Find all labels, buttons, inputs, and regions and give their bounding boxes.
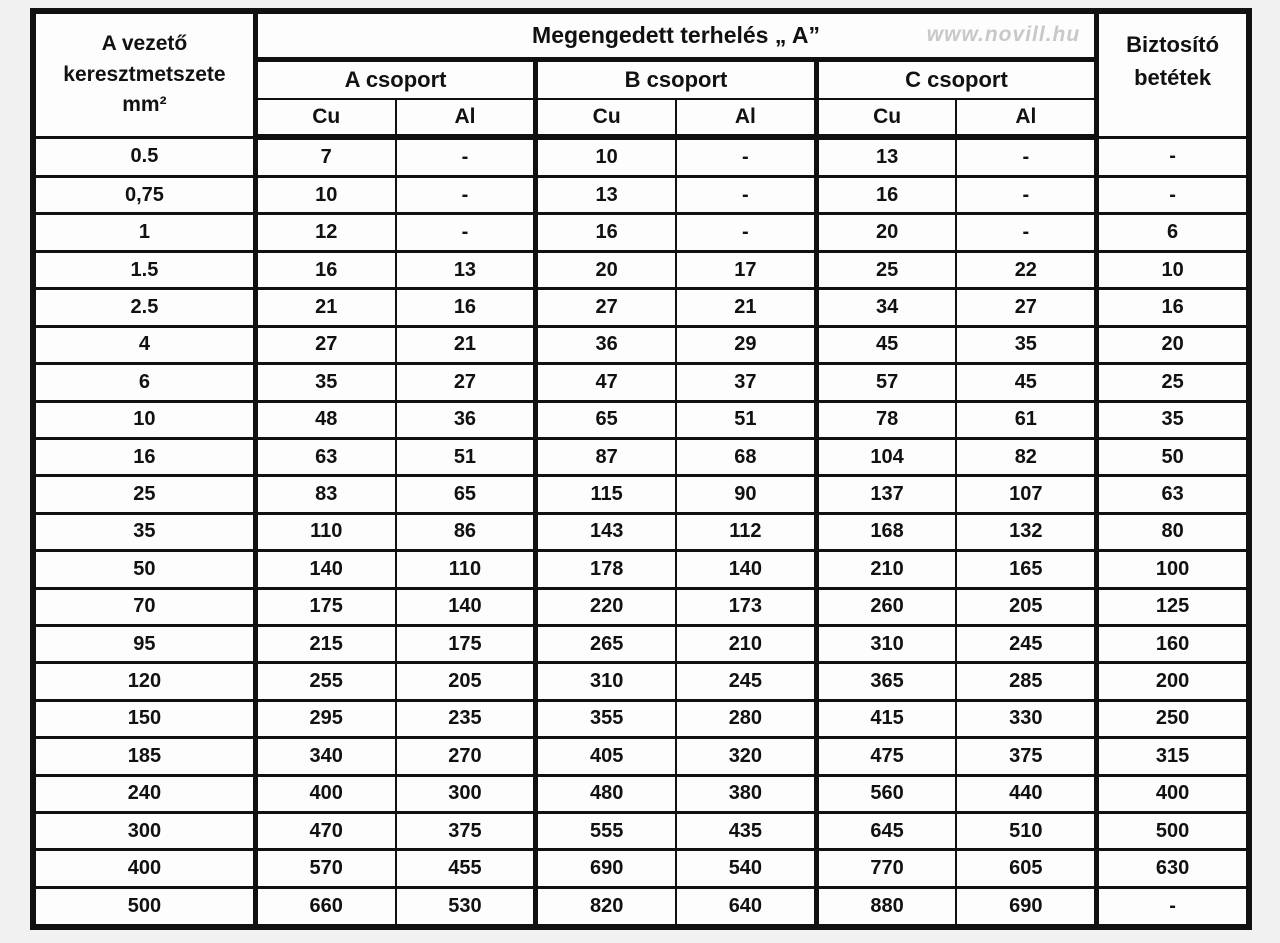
cell-group-c-cu: 560 [816,775,956,812]
cell-group-c-al: 22 [956,251,1096,288]
cell-group-c-cu: 104 [816,438,956,475]
cell-group-b-cu: 178 [536,551,676,588]
table-row [33,289,1249,326]
cell-group-a-al: 27 [396,364,536,401]
cell-group-a-al: 455 [396,850,536,887]
cell-group-c-cu: 475 [816,738,956,775]
cell-group-b-al: 380 [676,775,816,812]
table-row [33,214,1249,251]
cell-group-a-cu: 175 [255,588,395,625]
cell-group-c-cu: 415 [816,700,956,737]
table-row [33,177,1249,214]
cross-section-header [33,11,255,137]
table-body [33,137,1249,927]
cell-group-c-cu: 365 [816,663,956,700]
cell-fuse: 35 [1097,401,1249,438]
cell-cross-section: 10 [33,401,255,438]
cell-group-a-cu: 10 [255,177,395,214]
cell-cross-section: 0,75 [33,177,255,214]
load-capacity-table [30,8,1252,930]
cell-cross-section: 300 [33,812,255,849]
cell-fuse: 63 [1097,476,1249,513]
cell-group-a-al: 175 [396,625,536,662]
cell-group-c-cu: 57 [816,364,956,401]
cell-group-b-al: 21 [676,289,816,326]
cell-group-a-cu: 16 [255,251,395,288]
cell-group-a-cu: 340 [255,738,395,775]
cell-group-b-cu: 10 [536,137,676,177]
cell-group-c-al: 440 [956,775,1096,812]
cell-group-b-cu: 355 [536,700,676,737]
cell-group-c-al: 165 [956,551,1096,588]
cell-group-a-al: - [396,137,536,177]
cell-cross-section: 4 [33,326,255,363]
cell-group-b-cu: 820 [536,887,676,927]
cell-group-c-cu: 45 [816,326,956,363]
cell-group-b-cu: 405 [536,738,676,775]
table-row [33,700,1249,737]
cell-group-b-cu: 16 [536,214,676,251]
cell-group-a-al: - [396,214,536,251]
cell-group-a-cu: 470 [255,812,395,849]
cell-group-c-cu: 78 [816,401,956,438]
cell-group-c-cu: 770 [816,850,956,887]
cell-fuse: 125 [1097,588,1249,625]
table-row [33,625,1249,662]
cell-group-a-al: 16 [396,289,536,326]
cell-group-a-cu: 295 [255,700,395,737]
cell-group-b-al: - [676,177,816,214]
cell-group-b-cu: 87 [536,438,676,475]
cell-group-c-al: 510 [956,812,1096,849]
cell-group-c-cu: 210 [816,551,956,588]
header-row-title [33,11,1249,59]
cell-group-b-cu: 480 [536,775,676,812]
cross-section-line3: mm² [122,92,167,116]
cell-fuse: 80 [1097,513,1249,550]
cell-group-a-al: 21 [396,326,536,363]
cell-group-c-al: 35 [956,326,1096,363]
cell-group-a-cu: 21 [255,289,395,326]
cell-cross-section: 0.5 [33,137,255,177]
cell-group-c-cu: 260 [816,588,956,625]
cell-group-c-cu: 310 [816,625,956,662]
cell-group-a-cu: 140 [255,551,395,588]
cell-fuse: 6 [1097,214,1249,251]
cell-cross-section: 120 [33,663,255,700]
group-a-header: A csoport [255,59,535,99]
cell-group-a-cu: 63 [255,438,395,475]
cell-group-a-al: 235 [396,700,536,737]
cell-group-c-cu: 168 [816,513,956,550]
cell-group-b-cu: 310 [536,663,676,700]
table-row [33,775,1249,812]
cell-fuse: 630 [1097,850,1249,887]
cell-group-a-cu: 110 [255,513,395,550]
table-row [33,137,1249,177]
cell-fuse: 16 [1097,289,1249,326]
cell-cross-section: 35 [33,513,255,550]
cell-fuse: 400 [1097,775,1249,812]
cell-group-b-al: 280 [676,700,816,737]
table-row [33,663,1249,700]
cell-group-c-cu: 34 [816,289,956,326]
cell-cross-section: 500 [33,887,255,927]
load-title: Megengedett terhelés „ A” [532,21,821,48]
cell-fuse: - [1097,137,1249,177]
cell-group-c-cu: 25 [816,251,956,288]
cell-group-a-cu: 570 [255,850,395,887]
cell-group-b-cu: 690 [536,850,676,887]
cross-section-line1: A vezető [101,32,188,56]
table-row [33,251,1249,288]
cell-fuse: 200 [1097,663,1249,700]
cell-group-c-al: - [956,137,1096,177]
cell-group-a-cu: 48 [255,401,395,438]
table-row [33,812,1249,849]
cell-cross-section: 70 [33,588,255,625]
fuse-line2: betétek [1134,65,1212,90]
group-b-cu-header: Cu [536,99,676,137]
cell-group-b-cu: 220 [536,588,676,625]
cell-fuse: 20 [1097,326,1249,363]
cell-cross-section: 185 [33,738,255,775]
cell-group-b-al: 173 [676,588,816,625]
cross-section-line2: keresztmetszete [63,62,226,86]
cell-group-a-cu: 27 [255,326,395,363]
cell-group-a-cu: 215 [255,625,395,662]
cell-group-b-al: 640 [676,887,816,927]
cell-group-a-al: 13 [396,251,536,288]
cell-group-c-al: 132 [956,513,1096,550]
cell-group-b-al: 320 [676,738,816,775]
cell-group-b-al: 51 [676,401,816,438]
cell-group-a-cu: 83 [255,476,395,513]
cell-group-b-al: 37 [676,364,816,401]
table-row [33,738,1249,775]
cell-group-a-al: 110 [396,551,536,588]
cell-cross-section: 400 [33,850,255,887]
cell-group-c-cu: 880 [816,887,956,927]
cell-group-a-cu: 35 [255,364,395,401]
cell-group-b-al: 90 [676,476,816,513]
cell-fuse: 250 [1097,700,1249,737]
cell-group-a-al: 65 [396,476,536,513]
cell-group-b-al: 29 [676,326,816,363]
cell-group-b-al: 68 [676,438,816,475]
cell-group-c-cu: 13 [816,137,956,177]
group-c-cu-header: Cu [816,99,956,137]
cell-group-b-cu: 36 [536,326,676,363]
cell-cross-section: 2.5 [33,289,255,326]
cell-group-b-cu: 27 [536,289,676,326]
load-title-header [255,11,1096,59]
cell-cross-section: 6 [33,364,255,401]
table-row [33,326,1249,363]
fuse-header [1097,11,1249,137]
fuse-line1: Biztosító [1126,32,1220,57]
cell-group-b-al: 140 [676,551,816,588]
table-row [33,588,1249,625]
cell-group-b-cu: 115 [536,476,676,513]
group-a-cu-header: Cu [255,99,395,137]
cell-group-c-al: - [956,177,1096,214]
table-row [33,401,1249,438]
cell-group-a-cu: 660 [255,887,395,927]
cell-group-b-cu: 265 [536,625,676,662]
table-row [33,364,1249,401]
cell-cross-section: 16 [33,438,255,475]
cell-group-b-cu: 13 [536,177,676,214]
cell-group-a-al: 530 [396,887,536,927]
cell-group-b-al: 245 [676,663,816,700]
cell-group-a-al: 300 [396,775,536,812]
group-c-header: C csoport [816,59,1096,99]
cell-group-a-al: 86 [396,513,536,550]
cell-fuse: 100 [1097,551,1249,588]
cell-fuse: 50 [1097,438,1249,475]
cell-group-a-al: 51 [396,438,536,475]
cell-group-c-al: 330 [956,700,1096,737]
cell-group-b-al: - [676,214,816,251]
cell-group-b-al: - [676,137,816,177]
cell-group-a-al: 375 [396,812,536,849]
group-c-al-header: Al [956,99,1096,137]
cell-group-c-al: 375 [956,738,1096,775]
cell-cross-section: 1.5 [33,251,255,288]
cell-group-c-al: 245 [956,625,1096,662]
table-row [33,476,1249,513]
table-row [33,887,1249,927]
cell-cross-section: 150 [33,700,255,737]
cell-group-a-al: - [396,177,536,214]
table-row [33,850,1249,887]
cell-group-c-cu: 137 [816,476,956,513]
cell-group-b-cu: 65 [536,401,676,438]
cell-group-a-cu: 400 [255,775,395,812]
cell-group-b-al: 435 [676,812,816,849]
cell-fuse: 315 [1097,738,1249,775]
cell-group-a-cu: 12 [255,214,395,251]
cell-group-b-al: 17 [676,251,816,288]
cell-group-a-al: 205 [396,663,536,700]
cell-group-b-cu: 47 [536,364,676,401]
cell-cross-section: 25 [33,476,255,513]
cell-group-a-al: 36 [396,401,536,438]
cell-fuse: 10 [1097,251,1249,288]
cell-group-a-al: 140 [396,588,536,625]
cell-group-c-al: 205 [956,588,1096,625]
cell-group-b-al: 540 [676,850,816,887]
cell-group-c-al: 45 [956,364,1096,401]
cell-fuse: 25 [1097,364,1249,401]
cell-fuse: - [1097,887,1249,927]
cell-group-a-al: 270 [396,738,536,775]
cell-cross-section: 95 [33,625,255,662]
cell-fuse: 160 [1097,625,1249,662]
cell-group-c-al: - [956,214,1096,251]
table-row [33,513,1249,550]
cell-group-a-cu: 7 [255,137,395,177]
cell-cross-section: 1 [33,214,255,251]
cell-fuse: - [1097,177,1249,214]
cell-group-c-al: 82 [956,438,1096,475]
cell-group-c-cu: 16 [816,177,956,214]
group-b-al-header: Al [676,99,816,137]
group-a-al-header: Al [396,99,536,137]
table-row [33,438,1249,475]
cell-group-c-al: 61 [956,401,1096,438]
cell-group-c-cu: 645 [816,812,956,849]
cell-group-b-cu: 20 [536,251,676,288]
cell-group-c-al: 285 [956,663,1096,700]
cell-group-c-cu: 20 [816,214,956,251]
table-row [33,551,1249,588]
group-b-header: B csoport [536,59,816,99]
cell-cross-section: 240 [33,775,255,812]
cell-cross-section: 50 [33,551,255,588]
cell-group-b-cu: 143 [536,513,676,550]
cell-group-b-al: 210 [676,625,816,662]
watermark: www.novill.hu [926,23,1081,47]
cell-group-a-cu: 255 [255,663,395,700]
cell-group-b-cu: 555 [536,812,676,849]
cell-fuse: 500 [1097,812,1249,849]
cell-group-c-al: 605 [956,850,1096,887]
cell-group-c-al: 690 [956,887,1096,927]
cell-group-c-al: 107 [956,476,1096,513]
cell-group-b-al: 112 [676,513,816,550]
cell-group-c-al: 27 [956,289,1096,326]
